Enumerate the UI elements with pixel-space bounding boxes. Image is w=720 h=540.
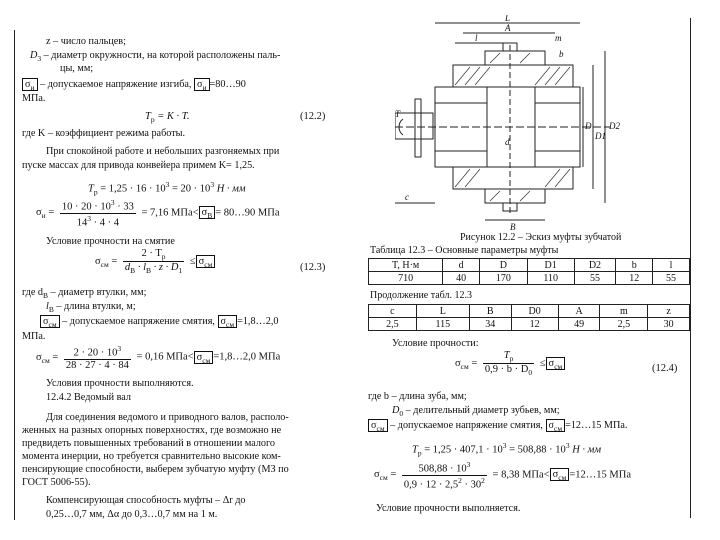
left-line-9: где $d_В$ – диаметр втулки, мм; — [22, 287, 147, 301]
table-cell: 55 — [653, 272, 690, 285]
table-header-row — [369, 305, 690, 318]
label-l: l — [475, 33, 478, 43]
shaft-left — [395, 113, 433, 139]
equation-number-12-4: (12.4) — [652, 363, 678, 374]
label-D2: D2 — [609, 121, 620, 131]
figure-caption: Рисунок 12.2 – Эскиз муфты зубчатой — [460, 232, 622, 243]
strength-condition-label: Условие прочности: — [392, 338, 479, 349]
label-T: T — [395, 109, 401, 119]
table-cell: L — [416, 305, 469, 318]
table-cell: z — [648, 305, 690, 318]
left-line-7: При спокойной работе и небольших разгоняемых при — [46, 146, 280, 157]
right-torque-calculation: $T_р = 1,25 \cdot 407,1 \cdot 10^3 = 508,88 \cdot 10^3$ Н · мм — [412, 441, 602, 458]
torque-calculation: $T_р = 1,25 \cdot 16 \cdot 10^3 = 20 \cdot 10^3$ H · мм — [88, 180, 246, 197]
parameters-table — [368, 258, 690, 285]
equation-12-2: $T_р = K \cdot T$. — [145, 111, 190, 125]
label-A: A — [505, 23, 511, 33]
table-cell: D2 — [574, 259, 616, 272]
parameters-table-continued — [368, 304, 690, 331]
left-line-13: Условия прочности выполняются. — [46, 378, 194, 389]
label-m: m — [555, 33, 562, 43]
left-line-2: $D_3$ – диаметр окружности, на которой расположены паль- — [30, 50, 281, 64]
table-cell: 115 — [416, 318, 469, 331]
table-cell: D0 — [511, 305, 558, 318]
table-cell: d — [443, 259, 480, 272]
table-cell: l — [653, 259, 690, 272]
table-cell: m — [600, 305, 648, 318]
table-cell: 710 — [369, 272, 443, 285]
crushing-condition-title: Условие прочности на смятие — [46, 236, 175, 247]
left-line-11: $\sigma_{см}$ – допускаемое напряжение смятия, $\sigma_{см}$ =1,8…2,0 — [40, 316, 360, 331]
table-continuation-caption: Продолжение табл. 12.3 — [370, 290, 472, 301]
table-cell: A — [558, 305, 600, 318]
paragraph-line-1: Для соединения ведомого и приводного валов, располо- — [46, 412, 289, 423]
table-cell: c — [369, 305, 417, 318]
paragraph-line-6: ГОСТ 5006-55). — [22, 477, 91, 488]
table-cell: D1 — [527, 259, 574, 272]
left-line-5: МПа. — [22, 93, 46, 104]
paragraph-line-7: Компенсирующая способность муфты – Δr до — [46, 495, 246, 506]
label-B: B — [510, 222, 516, 232]
bending-stress-calculation: $\sigma_и$ = $\frac{10 \cdot 20 \cdot 10^3 \cdot 33}{14^3 \cdot 4 \cdot 4}$ = 7,16 $МПа< \sigma_В$ = 80…90 МПа — [36, 198, 280, 228]
label-b: b — [559, 49, 564, 59]
gear-coupling-drawing — [395, 15, 640, 233]
table-row — [369, 318, 690, 331]
right-line-3: $\sigma_{см}$ – допускаемое напряжение смятия, $\sigma_{см}$ =12…15 МПа. — [368, 420, 698, 435]
paragraph-line-8: 0,25…0,7 мм, Δα до 0,3…0,7 мм на 1 м. — [46, 509, 218, 520]
table-cell: 30 — [648, 318, 690, 331]
left-line-12: МПа. — [22, 331, 46, 342]
table-cell: 170 — [480, 272, 528, 285]
label-D1: D1 — [595, 131, 606, 141]
table-cell: T, Н·м — [369, 259, 443, 272]
left-line-4: $\sigma_и$ – допускаемое напряжение изгиба, $\sigma_и$ =80…90 — [22, 79, 342, 94]
label-c: c — [405, 192, 409, 202]
paragraph-line-4: момента инерции, но требуется сравнительно высокие ком- — [22, 451, 281, 462]
left-line-3: цы, мм; — [60, 63, 94, 74]
right-margin-rule — [690, 18, 691, 518]
table-cell: 49 — [558, 318, 600, 331]
table-header-row — [369, 259, 690, 272]
right-line-2: $D_0$ – делительный диаметр зубьев, мм; — [392, 405, 560, 419]
paragraph-line-2: женных на разных опорных поверхностях, где возможно не — [22, 425, 282, 436]
table-caption: Таблица 12.3 – Основные параметры муфты — [370, 245, 559, 256]
label-d: d — [505, 137, 510, 147]
right-line-1: где b – длина зуба, мм; — [368, 391, 467, 402]
table-cell: 40 — [443, 272, 480, 285]
table-row — [369, 272, 690, 285]
right-crushing-stress-calculation: $\sigma_{см}$ = $\frac{508,88 \cdot 10^3}{0,9 \cdot 12 \cdot 2,5^2 \cdot 30^2}$ = 8,38 $МПа< \sigma_{см}$ =12…15 МПа — [374, 460, 631, 490]
right-line-4: Условие прочности выполняется. — [376, 503, 521, 514]
left-line-1: z – число пальцев; — [46, 36, 126, 47]
equation-number-12-2: (12.2) — [300, 111, 326, 122]
equation-12-3: $\sigma_{см}$ = $\frac{2 \cdot T_р}{d_В \cdot l_В \cdot z \cdot D_1}$ ≤ $\sigma_{см}$ — [95, 248, 215, 275]
table-cell: 2,5 — [369, 318, 417, 331]
equation-12-4: $\sigma_{см}$ = $\frac{T_р}{0,9 \cdot b \cdot D_0}$ ≤ $\sigma_{см}$ — [455, 350, 565, 377]
left-line-10: $l_В$ – длина втулки, м; — [46, 301, 136, 315]
table-cell: D — [480, 259, 528, 272]
section-heading-12-4-2: 12.4.2 Ведомый вал — [46, 392, 131, 403]
label-D: D — [585, 121, 592, 131]
table-cell: B — [469, 305, 511, 318]
crushing-stress-calculation: $\sigma_{см}$ = $\frac{2 \cdot 20 \cdot 10^3}{28 \cdot 27 \cdot 4 \cdot 84}$ = 0,16 $МПа< \sigma_{см}$ =1,8…2,0 МПа — [36, 344, 281, 371]
table-cell: 12 — [511, 318, 558, 331]
equation-number-12-3: (12.3) — [300, 262, 326, 273]
left-line-8: пуске массах для привода конвейера примем K= 1,25. — [22, 160, 255, 171]
flange-left — [415, 99, 421, 157]
left-line-6: где K – коэффициент режима работы. — [22, 128, 186, 139]
paragraph-line-5: пенсирующие способности, выберем зубчатую муфту (МЗ по — [22, 464, 289, 475]
table-cell: 55 — [574, 272, 616, 285]
table-cell: 34 — [469, 318, 511, 331]
label-L: L — [505, 15, 511, 23]
table-cell: 2,5 — [600, 318, 648, 331]
paragraph-line-3: предвидеть повышенных требований в отношении малого — [22, 438, 276, 449]
table-cell: 110 — [527, 272, 574, 285]
table-cell: 12 — [616, 272, 653, 285]
left-margin-rule — [14, 30, 15, 520]
table-cell: b — [616, 259, 653, 272]
